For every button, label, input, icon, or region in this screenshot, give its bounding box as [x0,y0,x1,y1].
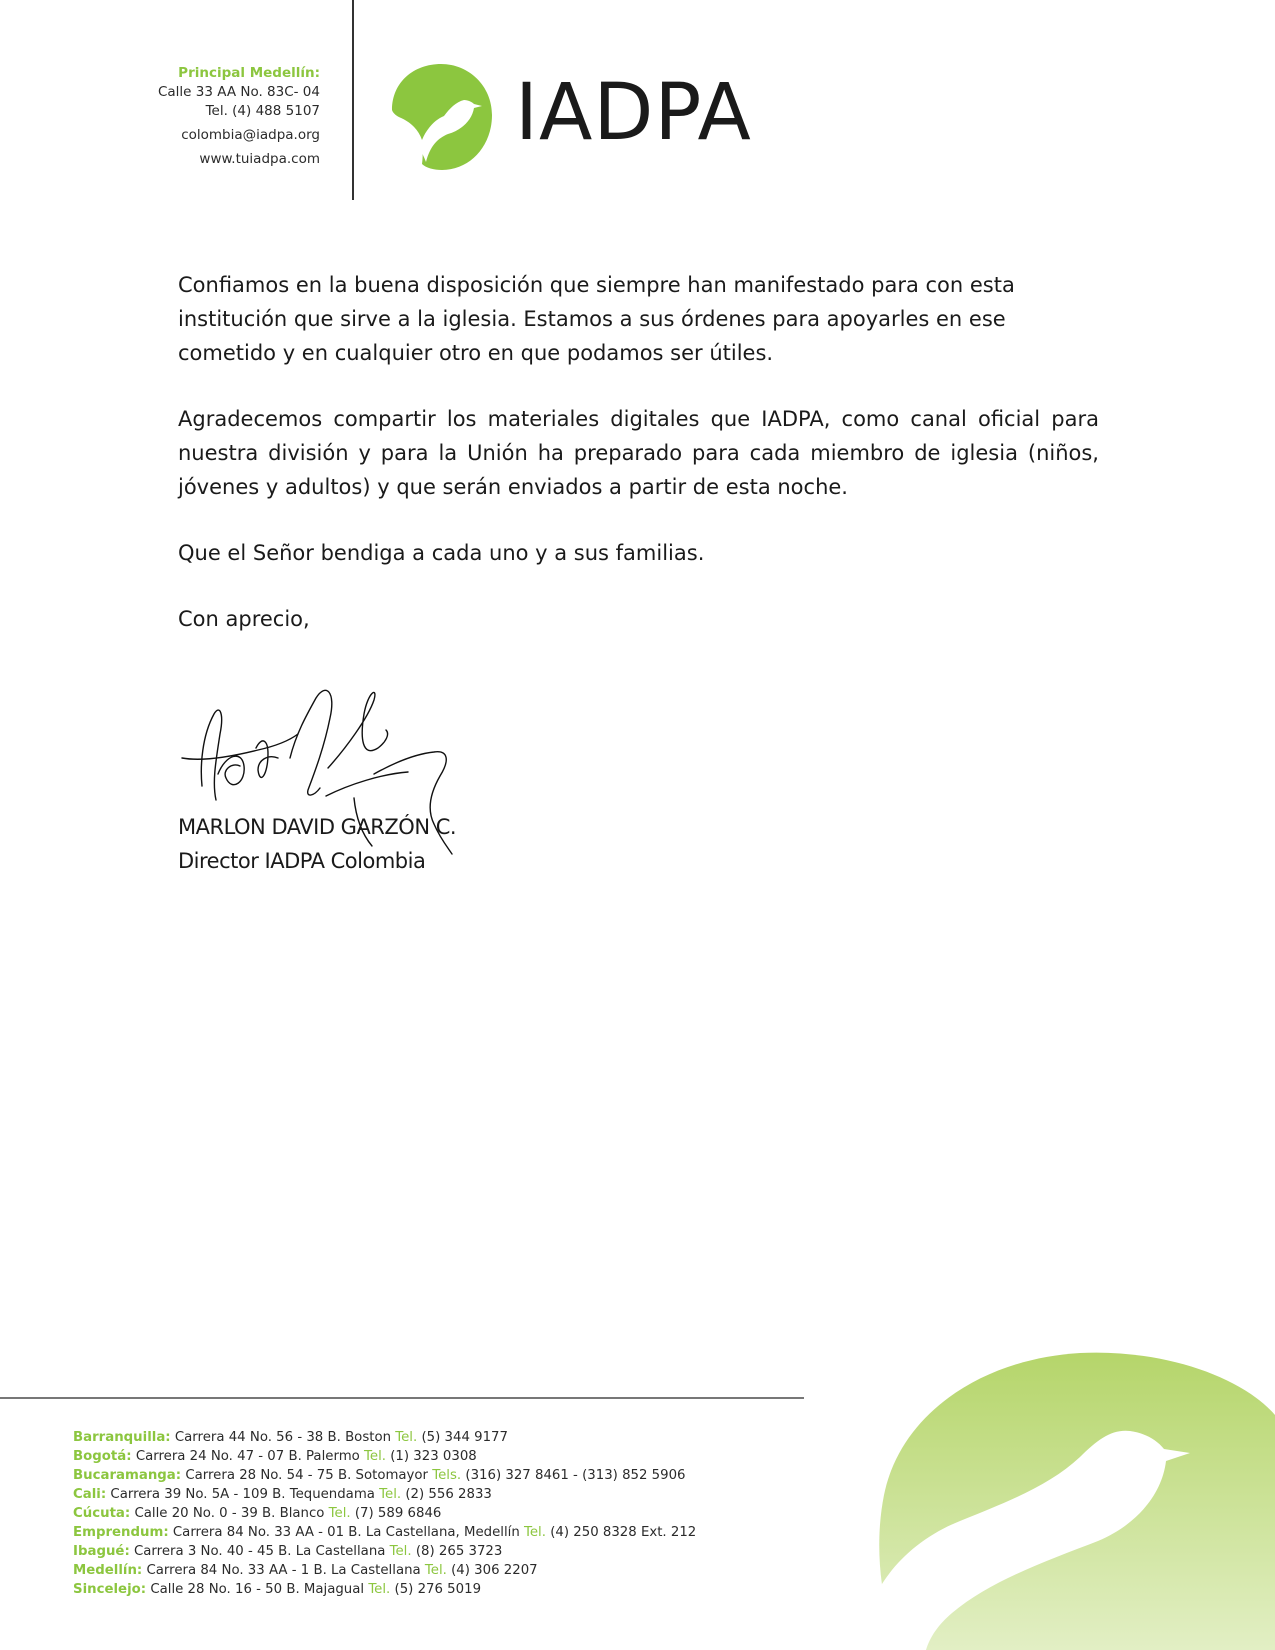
footer-rule [0,1397,804,1399]
footer-office-line [73,1580,696,1599]
footer-offices [73,1428,696,1599]
footer-office-tel-label: Tel. [524,1525,546,1540]
footer-office-city: Sincelejo: [73,1582,147,1597]
office-email[interactable]: colombia@iadpa.org [181,127,320,143]
footer-office-city: Cúcuta: [73,1506,131,1521]
footer-office-city: Cali: [73,1487,107,1502]
footer-office-tel-label: Tel. [368,1582,391,1597]
letter-body [178,268,1099,668]
footer-office-tel: (2) 556 2833 [405,1487,492,1502]
signer-block [178,810,456,878]
footer-office-line [73,1523,696,1542]
signer-title: Director IADPA Colombia [178,849,426,873]
footer-office-line [73,1428,696,1447]
footer-office-tel: (8) 265 3723 [415,1544,503,1559]
iadpa-logo-icon [386,60,496,175]
paragraph-2: Agradecemos compartir los materiales digitales que IADPA, como canal oficial para nuestra división y para la Unión ha preparado para cada miembro de iglesia (niños, jóvenes y adultos) y que serán enviados a partir de esta noche. [178,407,1099,499]
closing: Con aprecio, [178,607,310,631]
brand-name: IADPA [515,68,752,158]
footer-office-city: Ibagué: [73,1544,130,1559]
footer-office-address: Carrera 39 No. 5A - 109 B. Tequendama [110,1487,375,1502]
footer-office-tel: (5) 276 5019 [394,1582,482,1597]
paragraph-1: Confiamos en la buena disposición que siempre han manifestado para con esta institución que sirve a la iglesia. Estamos a sus órdenes para apoyarles en ese cometido y en cualquier otro en que podamos ser útiles. [178,273,1015,365]
footer-office-city: Barranquilla: [73,1430,171,1445]
footer-office-city: Bogotá: [73,1449,132,1464]
footer-office-address: Calle 28 No. 16 - 50 B. Majagual [150,1582,365,1597]
footer-office-tel: (5) 344 9177 [421,1430,508,1445]
footer-office-line [73,1504,696,1523]
footer-office-line [73,1466,696,1485]
footer-office-line [73,1561,696,1580]
footer-office-address: Carrera 44 No. 56 - 38 B. Boston [174,1430,392,1445]
footer-office-tel-label: Tel. [395,1430,418,1445]
footer-office-address: Carrera 84 No. 33 AA - 01 B. La Castellana, Medellín [172,1525,520,1540]
footer-office-tel: (4) 250 8328 Ext. 212 [550,1525,697,1540]
office-address: Calle 33 AA No. 83C- 04 [157,84,320,100]
footer-office-address: Carrera 3 No. 40 - 45 B. La Castellana [134,1544,386,1559]
footer-office-address: Carrera 24 No. 47 - 07 B. Palermo [135,1449,360,1464]
footer-office-address: Carrera 28 No. 54 - 75 B. Sotomayor [185,1468,429,1483]
footer-office-tel: (316) 327 8461 - (313) 852 5906 [465,1468,686,1483]
footer-office-line [73,1542,696,1561]
watermark-bird-icon [840,1345,1275,1650]
footer-office-address: Carrera 84 No. 33 AA - 1 B. La Castellana [146,1563,421,1578]
footer-office-address: Calle 20 No. 0 - 39 B. Blanco [134,1506,325,1521]
footer-office-tel: (7) 589 6846 [354,1506,442,1521]
header-contact [158,64,320,169]
office-phone: Tel. (4) 488 5107 [205,103,320,119]
footer-office-tel-label: Tel. [379,1487,402,1502]
footer-office-city: Bucaramanga: [73,1468,182,1483]
footer-office-city: Emprendum: [73,1525,169,1540]
footer-office-tel: (4) 306 2207 [451,1563,538,1578]
footer-office-line [73,1447,696,1466]
footer-office-tel-label: Tel. [389,1544,412,1559]
footer-office-city: Medellín: [73,1563,143,1578]
office-website[interactable]: www.tuiadpa.com [199,151,320,167]
footer-office-tel-label: Tel. [364,1449,386,1464]
footer-office-tel-label: Tel. [424,1563,447,1578]
footer-office-tel-label: Tels. [432,1468,462,1483]
office-label: Principal Medellín: [178,65,320,81]
footer-office-line [73,1485,696,1504]
paragraph-3: Que el Señor bendiga a cada uno y a sus familias. [178,541,705,565]
header-divider [352,0,354,200]
footer-office-tel-label: Tel. [328,1506,351,1521]
signer-name: MARLON DAVID GARZÓN C. [178,815,457,839]
footer-office-tel: (1) 323 0308 [390,1449,477,1464]
